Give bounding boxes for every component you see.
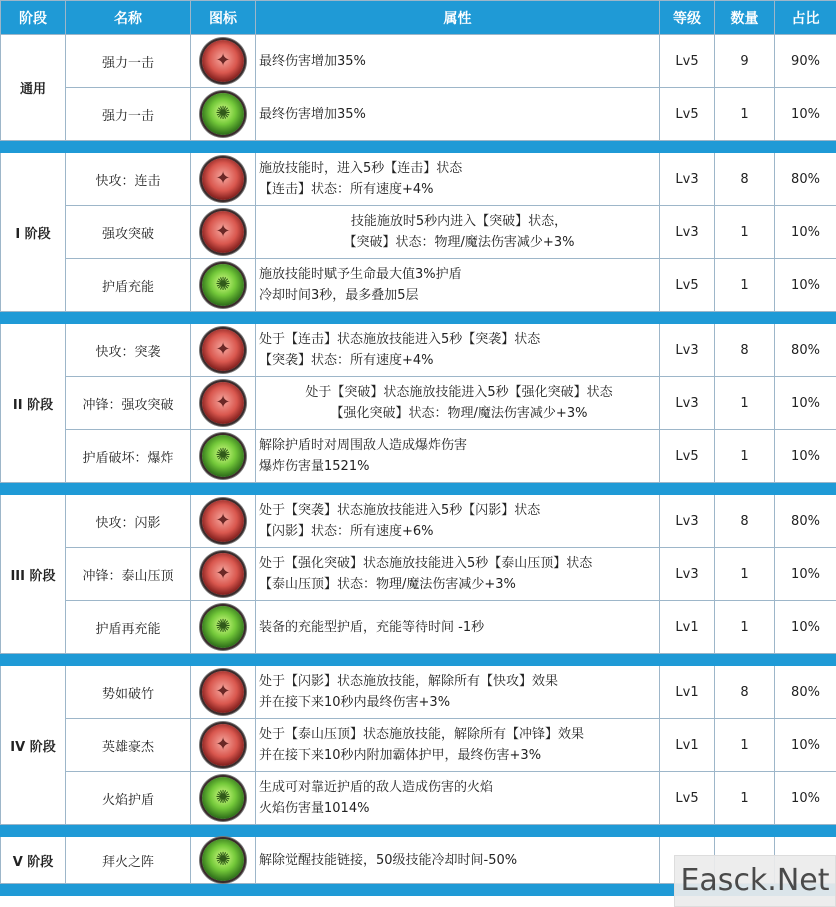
attribute-line: 生成可对靠近护盾的敌人造成伤害的火焰 bbox=[259, 780, 494, 795]
emblem-glyph-icon: ✦ bbox=[215, 221, 231, 242]
icon-cell bbox=[191, 153, 256, 206]
icon-cell bbox=[191, 430, 256, 483]
icon-cell bbox=[191, 548, 256, 601]
red-skill-emblem-icon bbox=[202, 158, 244, 200]
skill-name: 强力一击 bbox=[66, 88, 191, 141]
attribute-line: 处于【闪影】状态施放技能，解除所有【快攻】效果 bbox=[259, 674, 559, 689]
table-row bbox=[1, 548, 836, 601]
percent-cell: 10% bbox=[775, 88, 836, 141]
skill-name: 强攻突破 bbox=[66, 206, 191, 259]
attribute-line: 最终伤害增加35% bbox=[259, 106, 366, 122]
count-cell: 1 bbox=[715, 377, 775, 430]
attribute-line: 技能施放时5秒内进入【突破】状态， bbox=[350, 214, 568, 229]
attribute-line: 【强化突破】状态：物理/魔法伤害减少+3% bbox=[330, 406, 588, 421]
emblem-glyph-icon: ✦ bbox=[215, 563, 231, 584]
level-cell: Lv5 bbox=[660, 259, 715, 312]
icon-cell bbox=[191, 601, 256, 654]
count-cell: 1 bbox=[715, 259, 775, 312]
emblem-glyph-icon: ✺ bbox=[215, 274, 231, 295]
skill-name: 快攻：突袭 bbox=[66, 324, 191, 377]
table-row bbox=[1, 35, 836, 88]
attribute-line: 最终伤害增加35% bbox=[259, 53, 366, 69]
emblem-glyph-icon: ✦ bbox=[215, 681, 231, 702]
attribute-line: 处于【突袭】状态施放技能进入5秒【闪影】状态 bbox=[259, 503, 541, 518]
level-cell: Lv5 bbox=[660, 430, 715, 483]
attribute-cell bbox=[256, 601, 660, 654]
attribute-line: 处于【突破】状态施放技能进入5秒【强化突破】状态 bbox=[305, 385, 613, 400]
icon-cell bbox=[191, 324, 256, 377]
percent-cell: 10% bbox=[775, 377, 836, 430]
red-skill-emblem-icon bbox=[202, 382, 244, 424]
emblem-glyph-icon: ✦ bbox=[215, 510, 231, 531]
stage-cell: V 阶段 bbox=[1, 837, 66, 884]
stage-cell: IV 阶段 bbox=[1, 666, 66, 825]
table-row bbox=[1, 206, 836, 259]
table-row bbox=[1, 719, 836, 772]
level-cell: Lv3 bbox=[660, 548, 715, 601]
percent-cell: 10% bbox=[775, 772, 836, 825]
attribute-line: 火焰伤害量1014% bbox=[259, 801, 370, 816]
group-separator bbox=[1, 483, 836, 495]
level-cell: Lv1 bbox=[660, 666, 715, 719]
percent-cell: 10% bbox=[775, 206, 836, 259]
red-skill-emblem-icon bbox=[202, 329, 244, 371]
green-skill-emblem-icon bbox=[202, 777, 244, 819]
level-cell: Lv3 bbox=[660, 495, 715, 548]
icon-cell bbox=[191, 495, 256, 548]
header-row bbox=[1, 1, 836, 35]
emblem-glyph-icon: ✦ bbox=[215, 392, 231, 413]
red-skill-emblem-icon bbox=[202, 40, 244, 82]
icon-cell bbox=[191, 206, 256, 259]
separator-cell bbox=[1, 825, 836, 837]
attribute-line: 冷却时间3秒，最多叠加5层 bbox=[259, 288, 419, 303]
icon-cell bbox=[191, 88, 256, 141]
level-cell: Lv1 bbox=[660, 601, 715, 654]
attribute-cell bbox=[256, 666, 660, 719]
attribute-line: 【突破】状态：物理/魔法伤害减少+3% bbox=[343, 235, 575, 250]
emblem-glyph-icon: ✺ bbox=[215, 445, 231, 466]
percent-cell: 10% bbox=[775, 548, 836, 601]
percent-cell: 10% bbox=[775, 430, 836, 483]
skill-name: 冲锋：强攻突破 bbox=[66, 377, 191, 430]
red-skill-emblem-icon bbox=[202, 671, 244, 713]
icon-cell bbox=[191, 719, 256, 772]
separator-cell bbox=[1, 483, 836, 495]
skill-name: 英雄豪杰 bbox=[66, 719, 191, 772]
percent-cell: 10% bbox=[775, 259, 836, 312]
attribute-line: 解除觉醒技能链接，50级技能冷却时间-50% bbox=[259, 852, 518, 868]
attribute-cell bbox=[256, 772, 660, 825]
red-skill-emblem-icon bbox=[202, 553, 244, 595]
level-cell: Lv3 bbox=[660, 377, 715, 430]
attribute-cell bbox=[256, 35, 660, 88]
attribute-cell bbox=[256, 377, 660, 430]
skill-name: 拜火之阵 bbox=[66, 837, 191, 884]
table-row bbox=[1, 430, 836, 483]
table-row bbox=[1, 324, 836, 377]
attribute-line: 施放技能时，进入5秒【连击】状态 bbox=[259, 161, 463, 176]
count-cell: 1 bbox=[715, 430, 775, 483]
count-cell: 1 bbox=[715, 548, 775, 601]
skill-name: 护盾再充能 bbox=[66, 601, 191, 654]
table-row bbox=[1, 495, 836, 548]
emblem-glyph-icon: ✺ bbox=[215, 849, 231, 870]
table-row bbox=[1, 153, 836, 206]
percent-cell: 10% bbox=[775, 719, 836, 772]
icon-cell bbox=[191, 377, 256, 430]
attribute-line: 施放技能时赋予生命最大值3%护盾 bbox=[259, 267, 462, 282]
count-cell: 9 bbox=[715, 35, 775, 88]
header-pct: 占比 bbox=[775, 1, 836, 35]
percent-cell: 80% bbox=[775, 153, 836, 206]
level-cell: Lv5 bbox=[660, 772, 715, 825]
group-separator bbox=[1, 141, 836, 153]
skill-name: 快攻：闪影 bbox=[66, 495, 191, 548]
header-attr: 属性 bbox=[256, 1, 660, 35]
level-cell: Lv1 bbox=[660, 719, 715, 772]
level-cell: Lv3 bbox=[660, 324, 715, 377]
green-skill-emblem-icon bbox=[202, 435, 244, 477]
table-row bbox=[1, 772, 836, 825]
attribute-line: 装备的充能型护盾，充能等待时间 -1秒 bbox=[259, 619, 485, 635]
attribute-line: 解除护盾时对周围敌人造成爆炸伤害 bbox=[259, 438, 468, 453]
attribute-cell bbox=[256, 430, 660, 483]
percent-cell: 90% bbox=[775, 35, 836, 88]
count-cell: 8 bbox=[715, 495, 775, 548]
green-skill-emblem-icon bbox=[202, 93, 244, 135]
level-cell: Lv5 bbox=[660, 35, 715, 88]
count-cell: 8 bbox=[715, 153, 775, 206]
attribute-cell bbox=[256, 495, 660, 548]
count-cell: 1 bbox=[715, 88, 775, 141]
emblem-glyph-icon: ✦ bbox=[215, 339, 231, 360]
stage-cell: 通用 bbox=[1, 35, 66, 141]
table-row bbox=[1, 259, 836, 312]
group-separator bbox=[1, 654, 836, 666]
attribute-line: 处于【连击】状态施放技能进入5秒【突袭】状态 bbox=[259, 332, 541, 347]
skill-name: 强力一击 bbox=[66, 35, 191, 88]
header-name: 名称 bbox=[66, 1, 191, 35]
skill-name: 势如破竹 bbox=[66, 666, 191, 719]
percent-cell: 80% bbox=[775, 495, 836, 548]
attribute-line: 爆炸伤害量1521% bbox=[259, 459, 370, 474]
stage-cell: III 阶段 bbox=[1, 495, 66, 654]
level-cell: Lv3 bbox=[660, 153, 715, 206]
emblem-glyph-icon: ✺ bbox=[215, 616, 231, 637]
attribute-cell bbox=[256, 153, 660, 206]
count-cell: 1 bbox=[715, 772, 775, 825]
count-cell: 8 bbox=[715, 324, 775, 377]
stage-cell: II 阶段 bbox=[1, 324, 66, 483]
percent-cell: 80% bbox=[775, 666, 836, 719]
attribute-line: 处于【泰山压顶】状态施放技能，解除所有【冲锋】效果 bbox=[259, 727, 585, 742]
attribute-line: 【闪影】状态：所有速度+6% bbox=[259, 524, 434, 539]
green-skill-emblem-icon bbox=[202, 264, 244, 306]
percent-cell: 80% bbox=[775, 324, 836, 377]
emblem-glyph-icon: ✺ bbox=[215, 103, 231, 124]
attribute-line: 并在接下来10秒内附加霸体护甲，最终伤害+3% bbox=[259, 748, 542, 763]
attribute-cell bbox=[256, 548, 660, 601]
separator-cell bbox=[1, 312, 836, 324]
skill-name: 快攻：连击 bbox=[66, 153, 191, 206]
header-level: 等级 bbox=[660, 1, 715, 35]
attribute-line: 处于【强化突破】状态施放技能进入5秒【泰山压顶】状态 bbox=[259, 556, 593, 571]
emblem-glyph-icon: ✦ bbox=[215, 50, 231, 71]
watermark: Easck.Net bbox=[674, 855, 836, 907]
stage-cell: I 阶段 bbox=[1, 153, 66, 312]
separator-cell bbox=[1, 654, 836, 666]
attribute-line: 并在接下来10秒内最终伤害+3% bbox=[259, 695, 451, 710]
skill-name: 护盾充能 bbox=[66, 259, 191, 312]
header-count: 数量 bbox=[715, 1, 775, 35]
green-skill-emblem-icon bbox=[202, 606, 244, 648]
green-skill-emblem-icon bbox=[202, 839, 244, 881]
emblem-glyph-icon: ✺ bbox=[215, 787, 231, 808]
count-cell: 1 bbox=[715, 719, 775, 772]
attribute-cell bbox=[256, 206, 660, 259]
icon-cell bbox=[191, 259, 256, 312]
emblem-glyph-icon: ✦ bbox=[215, 168, 231, 189]
level-cell: Lv5 bbox=[660, 88, 715, 141]
red-skill-emblem-icon bbox=[202, 724, 244, 766]
emblem-glyph-icon: ✦ bbox=[215, 734, 231, 755]
header-stage: 阶段 bbox=[1, 1, 66, 35]
table-row bbox=[1, 88, 836, 141]
separator-cell bbox=[1, 141, 836, 153]
skill-name: 冲锋：泰山压顶 bbox=[66, 548, 191, 601]
attribute-cell bbox=[256, 837, 660, 884]
percent-cell: 10% bbox=[775, 601, 836, 654]
red-skill-emblem-icon bbox=[202, 500, 244, 542]
attribute-cell bbox=[256, 88, 660, 141]
group-separator bbox=[1, 825, 836, 837]
level-cell: Lv3 bbox=[660, 206, 715, 259]
table-row bbox=[1, 377, 836, 430]
attribute-line: 【泰山压顶】状态：物理/魔法伤害减少+3% bbox=[259, 577, 516, 592]
table-row bbox=[1, 601, 836, 654]
skill-name: 火焰护盾 bbox=[66, 772, 191, 825]
attribute-line: 【连击】状态：所有速度+4% bbox=[259, 182, 434, 197]
attribute-cell bbox=[256, 324, 660, 377]
icon-cell bbox=[191, 772, 256, 825]
icon-cell bbox=[191, 837, 256, 884]
attribute-line: 【突袭】状态：所有速度+4% bbox=[259, 353, 434, 368]
count-cell: 1 bbox=[715, 601, 775, 654]
count-cell: 8 bbox=[715, 666, 775, 719]
header-icon: 图标 bbox=[191, 1, 256, 35]
icon-cell bbox=[191, 666, 256, 719]
count-cell: 1 bbox=[715, 206, 775, 259]
attribute-cell bbox=[256, 259, 660, 312]
group-separator bbox=[1, 312, 836, 324]
icon-cell bbox=[191, 35, 256, 88]
attribute-cell bbox=[256, 719, 660, 772]
table-row bbox=[1, 666, 836, 719]
skill-name: 护盾破坏：爆炸 bbox=[66, 430, 191, 483]
red-skill-emblem-icon bbox=[202, 211, 244, 253]
